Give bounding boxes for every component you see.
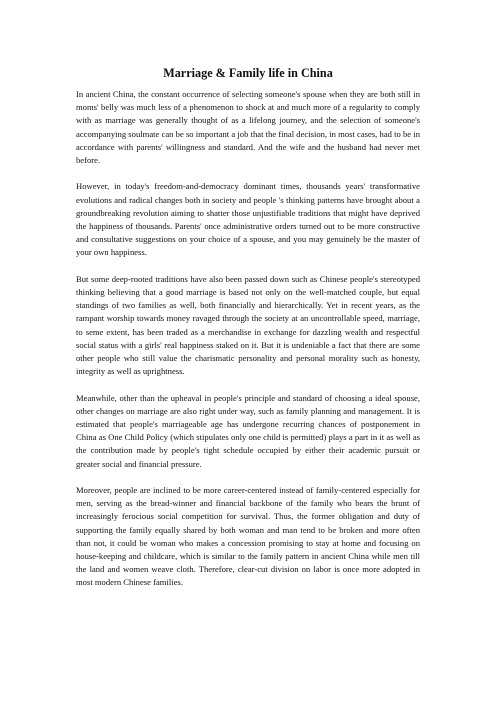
paragraph-modern-freedom: However, in today's freedom-and-democracy dominant times, thousands years' transformative evolutions and radical changes both in society and people 's thinking patterns have brought about a groundbreaking revolution aiming to shatter those unjustifiable traditions that might have deprived the happiness of thousands. Parents' once administrative orders turned out to be more constructive and consultative suggestions on your choice of a spouse, and you may genuinely be the master of your own happiness. bbox=[76, 181, 420, 258]
paragraph-family-planning: Meanwhile, other than the upheaval in people's principle and standard of choosing a ideal spouse, other changes on marriage are also right under way, such as family planning and management. It is estimated that people's marriageable age has undergone recurring chances of postponement in China as One Child Policy (which stipulates only one child is permitted) plays a part in it as well as the contribution made by people's tight schedule occupied by either their academic pursuit or greater social and financial pressure. bbox=[76, 392, 420, 469]
paragraph-ancient-china: In ancient China, the constant occurrence of selecting someone's spouse when they are both still in moms' belly was much less of a phenomenon to shock at and much more of a regularity to comply with as marriage was generally thought of as a lifelong journey, and the selection of someone's accompanying soulmate can be so important a job that the final decision, in most cases, had to be in accordance with parents' willingness and standard. And the wife and the husband had never met before. bbox=[76, 89, 420, 166]
page-title: Marriage & Family life in China bbox=[163, 66, 333, 80]
paragraph-deep-rooted-traditions: But some deep-rooted traditions have also been passed down such as Chinese people's stereotyped thinking believing that a good marriage is based not only on the well-matched couple, but equal standings of two families as well, both financially and hierarchically. Yet in recent years, as the rampant worship towards money ravaged through the society at an uncontrollable speed, marriage, to seme extent, has been traded as a merchandise in exchange for dazzling wealth and respectful social status with a girls' real happiness staked on it. But it is undeniable a fact that there are some other people who still value the charismatic personality and personal morality such as honesty, integrity as well as uprightness. bbox=[76, 273, 420, 377]
article-body bbox=[76, 88, 420, 603]
paragraph-career-centered: Moreover, people are inclined to be more career-centered instead of family-centered especially for men, serving as the bread-winner and financial backbone of the family who bears the brunt of increasingly ferocious social competition for survival. Thus, the former obligation and duty of supporting the family equally shared by both woman and man tend to be broken and more often than not, it could be woman who makes a concession promising to stay at home and focusing on house-keeping and childcare, which is similar to the family pattern in ancient China while men till the land and women weave cloth. Therefore, clear-cut division on labor is once more adopted in most modern Chinese families. bbox=[76, 485, 420, 588]
